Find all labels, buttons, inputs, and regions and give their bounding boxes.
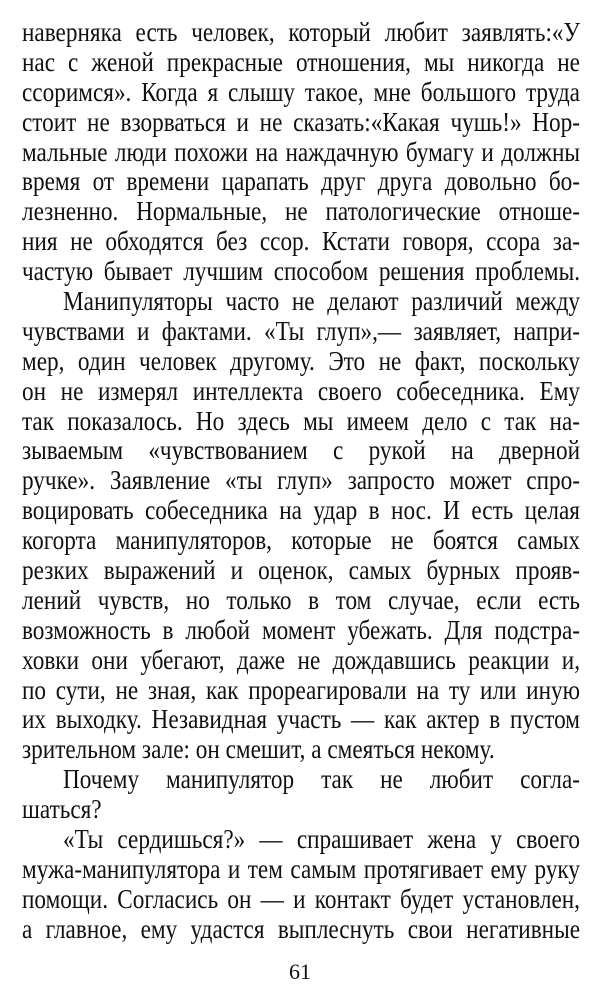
text-line — [22, 646, 580, 676]
text-line-content: ссоримся». Когда я слышу такое, мне большого труда — [22, 76, 580, 107]
text-line-content: наверняка есть человек, который любит заявлять:«У — [22, 17, 580, 47]
text-line — [22, 436, 580, 466]
text-line — [22, 586, 580, 616]
text-line-content: по сути, не зная, как прореагировали на ту или иную — [22, 674, 581, 705]
text-line-content: мужа-манипулятора и тем самым протягивает ему руку — [22, 853, 581, 884]
text-line-content: стоит не взорваться и не сказать:«Какая чушь!» Нор- — [22, 106, 580, 137]
text-line — [22, 705, 580, 735]
text-line — [22, 257, 580, 287]
text-line — [22, 48, 580, 78]
text-line-content: зрительном зале: он смешит, а смеяться некому. — [22, 734, 495, 765]
text-line-content: время от времени царапать друг друга довольно бо- — [22, 166, 580, 197]
text-line-content: помощи. Согласись он — и контакт будет установлен, — [22, 883, 580, 914]
text-line — [22, 227, 580, 257]
text-line-content: «Ты сердишься?» — спрашивает жена у своего — [63, 824, 581, 855]
text-line — [22, 317, 580, 347]
text-line — [22, 556, 580, 586]
text-line-content: Манипуляторы часто не делают различий между — [63, 286, 581, 317]
text-line-content: их выходку. Незавидная участь — как актер в пустом — [22, 704, 581, 735]
text-line-content: ния не обходятся без ссор. Кстати говоря, ссора за- — [22, 226, 580, 257]
text-line-content: а главное, ему удастся выплеснуть свои негативные — [22, 913, 581, 944]
text-line — [22, 138, 580, 168]
text-line — [22, 407, 580, 437]
text-line — [22, 795, 580, 825]
text-line-content: Почему манипулятор так не любит согла- — [63, 764, 581, 795]
text-line-content: воцировать собеседника на удар в нос. И есть целая — [22, 495, 581, 526]
text-line — [22, 496, 580, 526]
text-line — [22, 855, 580, 885]
text-line — [22, 167, 580, 197]
text-line — [22, 78, 580, 108]
text-line-content: чувствами и фактами. «Ты глуп»,— заявляет, напри- — [22, 315, 580, 346]
page-body — [22, 18, 580, 945]
text-line-content: резких выражений и оценок, самых бурных прояв- — [22, 555, 581, 586]
text-line — [22, 765, 580, 795]
text-line — [22, 197, 580, 227]
text-line — [22, 377, 580, 407]
text-line — [22, 676, 580, 706]
text-line — [22, 915, 580, 945]
text-line-content: зываемым «чувствованием с рукой на дверной — [22, 435, 581, 466]
text-line — [22, 108, 580, 138]
text-line-content: нас с женой прекрасные отношения, мы никогда не — [22, 46, 581, 77]
text-line-content: лений чувств, но только в том случае, если есть — [22, 584, 580, 615]
text-line — [22, 18, 580, 48]
text-line — [22, 885, 580, 915]
text-line-content: возможность в любой момент убежать. Для подстра- — [22, 614, 580, 645]
text-line-content: частую бывает лучшим способом решения проблемы. — [22, 256, 581, 287]
text-line-content: ховки они убегают, даже не дождавшись реакции и, — [22, 644, 581, 675]
text-line-content: лезненно. Нормальные, не патологические отноше- — [22, 196, 580, 227]
text-line — [22, 287, 580, 317]
page-number: 61 — [289, 959, 311, 984]
text-line-content: шаться? — [22, 794, 102, 825]
text-line-content: ручке». Заявление «ты глуп» запросто может спро- — [22, 465, 580, 496]
text-line-content: мер, один человек другому. Это не факт, поскольку — [22, 345, 580, 376]
text-line — [22, 616, 580, 646]
text-line — [22, 526, 580, 556]
text-line — [22, 735, 580, 765]
text-line-content: мальные люди похожи на наждачную бумагу и должны — [22, 136, 580, 167]
text-line — [22, 466, 580, 496]
text-line-content: когорта манипуляторов, которые не боятся самых — [22, 525, 580, 556]
text-line-content: он не измерял интеллекта своего собеседника. Ему — [22, 375, 581, 406]
text-line-content: так показалось. Но здесь мы имеем дело с так на- — [22, 405, 581, 436]
text-line — [22, 347, 580, 377]
text-line — [22, 825, 580, 855]
